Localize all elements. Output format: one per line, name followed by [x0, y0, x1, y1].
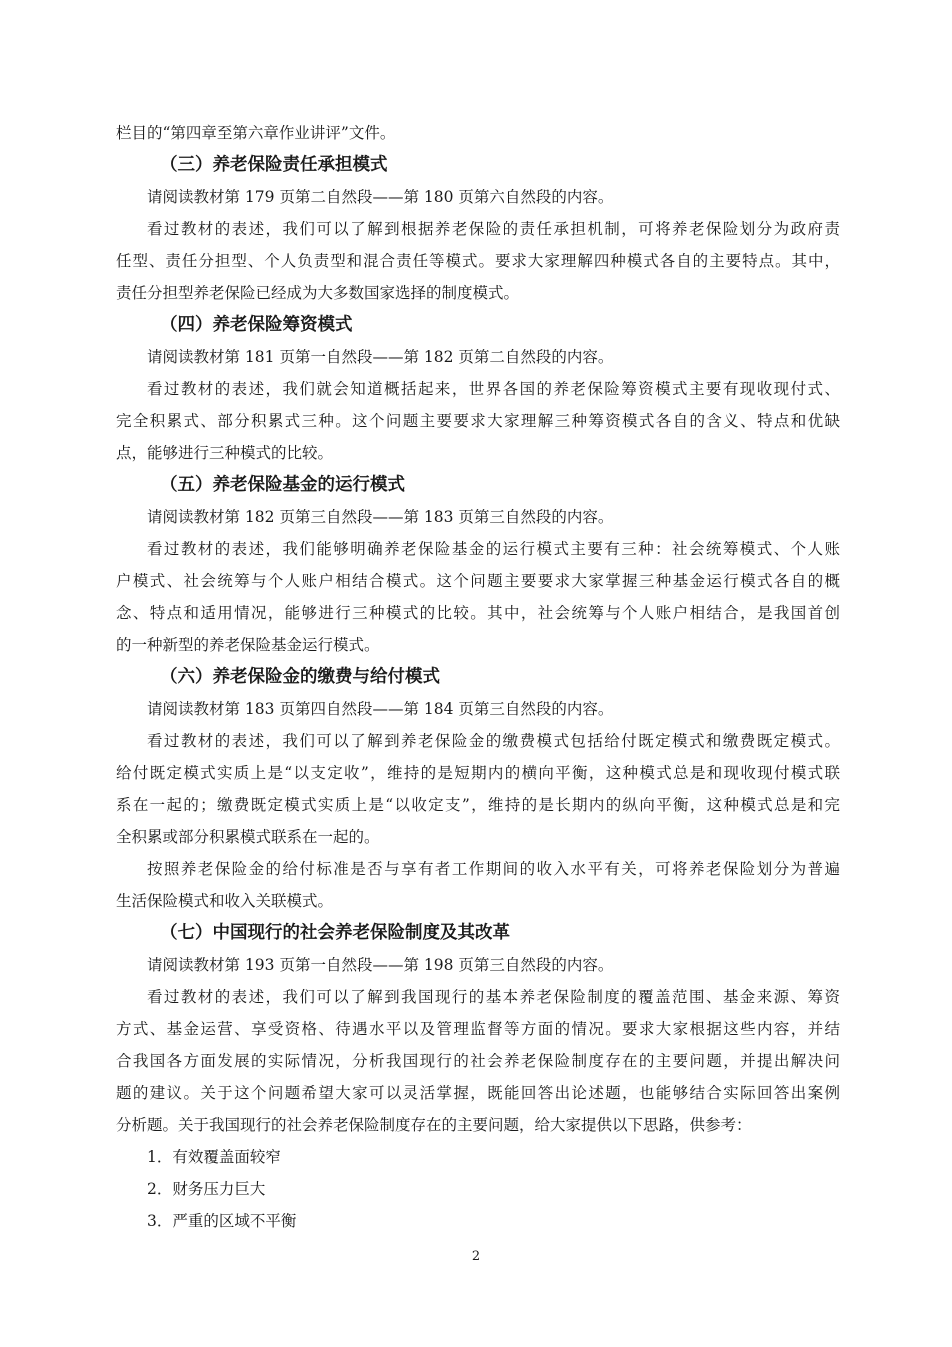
- list-item: 1．有效覆盖面较窄: [147, 1148, 281, 1166]
- paragraph-line: 点，能够进行三种模式的比较。: [116, 444, 334, 462]
- paragraph-line: 全积累或部分积累模式联系在一起的。: [116, 828, 380, 846]
- paragraph-line: 给付既定模式实质上是“以支定收”，维持的是短期内的横向平衡，这种模式总是和现收现付模式联: [116, 764, 840, 782]
- paragraph-line: 念、特点和适用情况，能够进行三种模式的比较。其中，社会统筹与个人账户相结合，是我国首创: [116, 604, 840, 622]
- section-heading-5: （五）养老保险基金的运行模式: [160, 475, 405, 495]
- reading-instruction: 请阅读教材第 181 页第一自然段——第 182 页第二自然段的内容。: [147, 348, 614, 366]
- list-item: 3．严重的区域不平衡: [147, 1212, 297, 1230]
- document-page: [116, 117, 840, 1237]
- paragraph-line: 按照养老保险金的给付标准是否与享有者工作期间的收入水平有关，可将养老保险划分为普遍: [147, 860, 840, 878]
- paragraph-line: 系在一起的；缴费既定模式实质上是“以收定支”，维持的是长期内的纵向平衡，这种模式总是和完: [116, 796, 840, 814]
- reading-instruction: 请阅读教材第 183 页第四自然段——第 184 页第三自然段的内容。: [147, 700, 614, 718]
- paragraph-line: 责任分担型养老保险已经成为大多数国家选择的制度模式。: [116, 284, 520, 302]
- section-heading-3: （三）养老保险责任承担模式: [160, 155, 388, 175]
- section-heading-6: （六）养老保险金的缴费与给付模式: [160, 667, 440, 687]
- section-heading-4: （四）养老保险筹资模式: [160, 315, 353, 335]
- paragraph-line: 合我国各方面发展的实际情况，分析我国现行的社会养老保险制度存在的主要问题，并提出解决问: [116, 1052, 840, 1070]
- paragraph-line: 完全积累式、部分积累式三种。这个问题主要要求大家理解三种筹资模式各自的含义、特点和优缺: [116, 412, 840, 430]
- paragraph-line: 看过教材的表述，我们能够明确养老保险基金的运行模式主要有三种：社会统筹模式、个人账: [147, 540, 840, 558]
- section-heading-7: （七）中国现行的社会养老保险制度及其改革: [160, 923, 510, 943]
- page-number: 2: [471, 1249, 481, 1264]
- paragraph-line: 户模式、社会统筹与个人账户相结合模式。这个问题主要要求大家掌握三种基金运行模式各自的概: [116, 572, 840, 590]
- list-item: 2．财务压力巨大: [147, 1180, 266, 1198]
- intro-line: 栏目的“第四章至第六章作业讲评”文件。: [116, 124, 396, 142]
- reading-instruction: 请阅读教材第 182 页第三自然段——第 183 页第三自然段的内容。: [147, 508, 614, 526]
- paragraph-line: 任型、责任分担型、个人负责型和混合责任等模式。要求大家理解四种模式各自的主要特点。其中，: [116, 252, 840, 270]
- paragraph-line: 看过教材的表述，我们可以了解到我国现行的基本养老保险制度的覆盖范围、基金来源、筹资: [147, 988, 840, 1006]
- paragraph-line: 看过教材的表述，我们就会知道概括起来，世界各国的养老保险筹资模式主要有现收现付式、: [147, 380, 840, 398]
- paragraph-line: 看过教材的表述，我们可以了解到养老保险金的缴费模式包括给付既定模式和缴费既定模式。: [147, 732, 840, 750]
- reading-instruction: 请阅读教材第 179 页第二自然段——第 180 页第六自然段的内容。: [147, 188, 614, 206]
- paragraph-line: 分析题。关于我国现行的社会养老保险制度存在的主要问题，给大家提供以下思路，供参考：: [116, 1116, 752, 1134]
- reading-instruction: 请阅读教材第 193 页第一自然段——第 198 页第三自然段的内容。: [147, 956, 614, 974]
- paragraph-line: 生活保险模式和收入关联模式。: [116, 892, 334, 910]
- paragraph-line: 题的建议。关于这个问题希望大家可以灵活掌握，既能回答出论述题，也能够结合实际回答出案例: [116, 1084, 840, 1102]
- paragraph-line: 方式、基金运营、享受资格、待遇水平以及管理监督等方面的情况。要求大家根据这些内容，并结: [116, 1020, 840, 1038]
- paragraph-line: 的一种新型的养老保险基金运行模式。: [116, 636, 380, 654]
- paragraph-line: 看过教材的表述，我们可以了解到根据养老保险的责任承担机制，可将养老保险划分为政府责: [147, 220, 840, 238]
